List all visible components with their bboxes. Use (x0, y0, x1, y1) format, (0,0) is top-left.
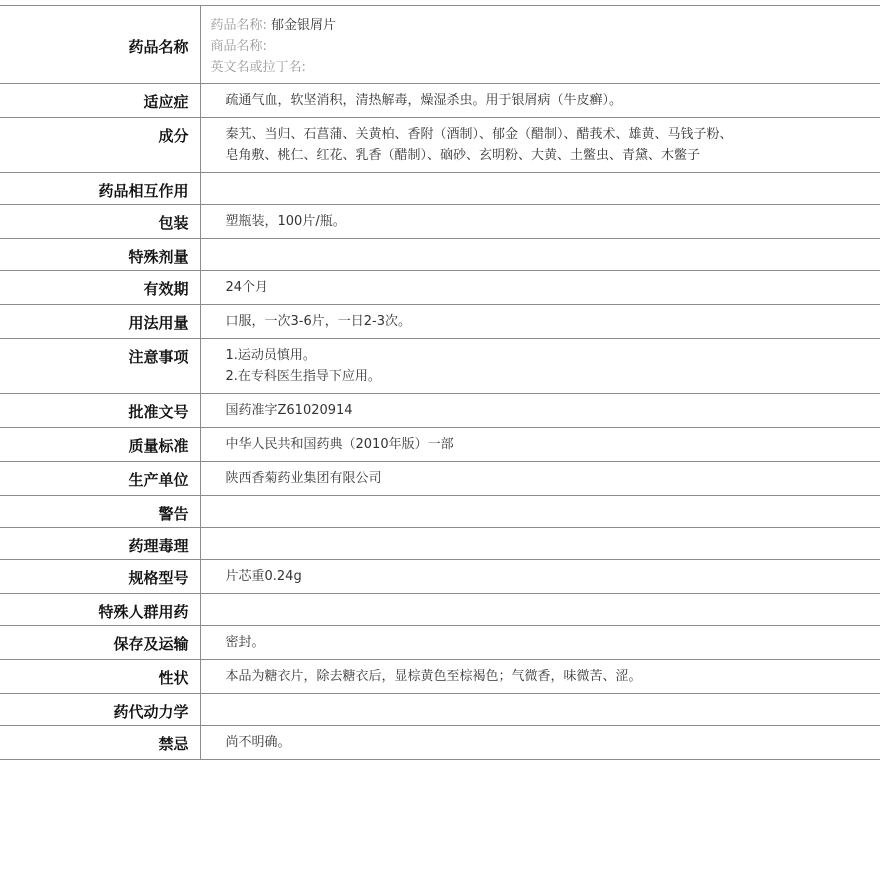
english-name-label: 英文名或拉丁名: (210, 60, 306, 75)
row-label: 药理毒理 (0, 528, 200, 560)
row-label: 成分 (0, 118, 200, 173)
generic-name-line (211, 15, 871, 36)
row-value (200, 205, 880, 239)
drug-info-table-body (0, 6, 880, 760)
table-row (0, 560, 880, 594)
drug-info-sheet (0, 5, 880, 760)
table-row (0, 394, 880, 428)
row-value-line: 塑瓶装，100片/瓶。 (225, 214, 346, 229)
row-label: 特殊人群用药 (0, 594, 200, 626)
row-value (200, 394, 880, 428)
row-value-line: 中华人民共和国药典（2010年版）一部 (225, 437, 454, 452)
row-label: 特殊剂量 (0, 239, 200, 271)
row-value (200, 660, 880, 694)
row-value (200, 428, 880, 462)
row-label: 性状 (0, 660, 200, 694)
row-value (200, 528, 880, 560)
row-value (200, 271, 880, 305)
row-label: 警告 (0, 496, 200, 528)
table-row (0, 84, 880, 118)
row-label: 药品相互作用 (0, 173, 200, 205)
row-value-line: 尚不明确。 (225, 735, 291, 750)
row-value-line: 24个月 (225, 280, 269, 295)
drug-info-table (0, 5, 880, 760)
row-value-line: 疏通气血，软坚消积，清热解毒，燥湿杀虫。用于银屑病（牛皮癣）。 (225, 93, 623, 108)
row-value (200, 173, 880, 205)
row-value-line: 陕西香菊药业集团有限公司 (225, 471, 382, 486)
row-label: 适应症 (0, 84, 200, 118)
table-row (0, 594, 880, 626)
table-row (0, 118, 880, 173)
table-row (0, 428, 880, 462)
row-value (200, 594, 880, 626)
generic-name-value: 郁金银屑片 (271, 18, 337, 33)
row-value (200, 626, 880, 660)
row-value-line: 国药准字Z61020914 (225, 403, 353, 418)
row-label: 注意事项 (0, 339, 200, 394)
table-row (0, 205, 880, 239)
row-label: 保存及运输 (0, 626, 200, 660)
row-value-line: 1.运动员慎用。 (225, 348, 316, 363)
row-value-line: 秦艽、当归、石菖蒲、关黄柏、香附（酒制）、郁金（醋制）、醋莪术、雄黄、马钱子粉、 (225, 127, 733, 142)
table-row (0, 626, 880, 660)
table-row (0, 726, 880, 760)
row-label: 规格型号 (0, 560, 200, 594)
table-row (0, 694, 880, 726)
row-value (200, 560, 880, 594)
row-label: 禁忌 (0, 726, 200, 760)
row-value (200, 84, 880, 118)
table-row (0, 173, 880, 205)
table-row (0, 462, 880, 496)
table-row (0, 271, 880, 305)
row-value (200, 239, 880, 271)
table-row (0, 339, 880, 394)
row-label: 有效期 (0, 271, 200, 305)
row-label: 批准文号 (0, 394, 200, 428)
row-value (200, 496, 880, 528)
row-label: 药品名称 (0, 6, 200, 84)
row-value (200, 694, 880, 726)
trade-name-label: 商品名称: (210, 39, 267, 54)
generic-name-label: 药品名称: (210, 18, 267, 33)
row-label: 生产单位 (0, 462, 200, 496)
row-label: 药代动力学 (0, 694, 200, 726)
table-row (0, 528, 880, 560)
row-label: 用法用量 (0, 305, 200, 339)
row-value-line: 皂角敷、桃仁、红花、乳香（醋制）、硇砂、玄明粉、大黄、土鳖虫、青黛、木鳖子 (225, 148, 701, 163)
row-value (200, 339, 880, 394)
row-value-line: 本品为糖衣片，除去糖衣后，显棕黄色至棕褐色；气微香，味微苦、涩。 (225, 669, 642, 684)
table-row (0, 496, 880, 528)
row-label: 质量标准 (0, 428, 200, 462)
row-value-line: 口服，一次3-6片，一日2-3次。 (225, 314, 411, 329)
table-row (0, 660, 880, 694)
row-value-line: 片芯重0.24g (225, 569, 302, 584)
row-value-line: 密封。 (225, 635, 265, 650)
row-value (200, 462, 880, 496)
row-value (200, 118, 880, 173)
table-row (0, 239, 880, 271)
table-row-drug-name (0, 6, 880, 84)
row-value-line: 2.在专科医生指导下应用。 (225, 369, 381, 384)
table-row (0, 305, 880, 339)
row-value (200, 305, 880, 339)
row-value (200, 6, 880, 84)
row-value (200, 726, 880, 760)
row-label: 包装 (0, 205, 200, 239)
